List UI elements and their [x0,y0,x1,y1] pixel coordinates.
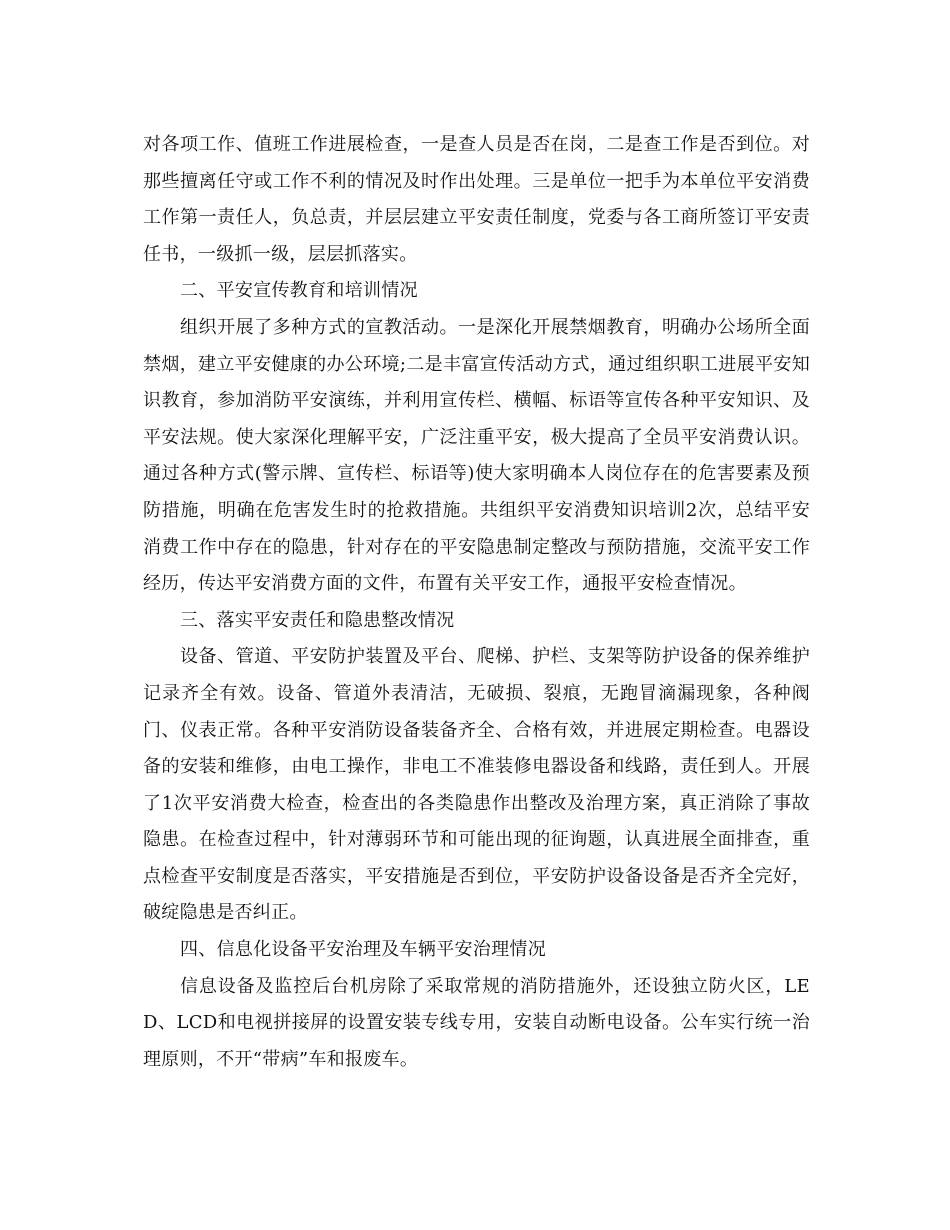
paragraph-continuation: 对各项工作、值班工作进展检查，一是查人员是否在岗，二是查工作是否到位。对那些擅离任守或工作不利的情况及时作出处理。三是单位一把手为本单位平安消费工作第一责任人，负总责，并层层建立平安责任制度，党委与各工商所签订平安责任书，一级抓一级，层层抓落实。 [143,134,810,265]
section-heading-2: 二、平安宣传教育和培训情况 [180,280,418,302]
paragraph-hazard-rectification: 设备、管道、平安防护装置及平台、爬梯、护栏、支架等防护设备的保养维护记录齐全有效。设备、管道外表清洁，无破损、裂痕，无跑冒滴漏现象，各种阀门、仪表正常。各种平安消防设备装备齐全、合格有效，并进展定期检查。电器设备的安装和维修，由电工操作，非电工不准装修电器设备和线路，责任到人。开展了1次平安消费大检查，检查出的各类隐患作出整改及治理方案，真正消除了事故隐患。在检查过程中，针对薄弱环节和可能出现的征询题，认真进展全面排查，重点检查平安制度是否落实，平安措施是否到位，平安防护设备设备是否齐全完好，破绽隐患是否纠正。 [143,646,810,924]
section-heading-4: 四、信息化设备平安治理及车辆平安治理情况 [180,939,546,961]
paragraph-it-vehicle-safety: 信息设备及监控后台机房除了采取常规的消防措施外，还设独立防火区，LED、LCD和电视拼接屏的设置安装专线专用，安装自动断电设备。公车实行统一治理原则，不开“带病”车和报废车。 [143,975,810,1070]
document-body [143,127,810,1078]
paragraph-publicity-training: 组织开展了多种方式的宣教活动。一是深化开展禁烟教育，明确办公场所全面禁烟，建立平安健康的办公环境;二是丰富宣传活动方式，通过组织职工进展平安知识教育，参加消防平安演练，并利用宣传栏、横幅、标语等宣传各种平安知识、及平安法规。使大家深化理解平安，广泛注重平安，极大提高了全员平安消费认识。通过各种方式(警示牌、宣传栏、标语等)使大家明确本人岗位存在的危害要素及预防措施，明确在危害发生时的抢救措施。共组织平安消费知识培训2次，总结平安消费工作中存在的隐患，针对存在的平安隐患制定整改与预防措施，交流平安工作经历，传达平安消费方面的文件，布置有关平安工作，通报平安检查情况。 [143,316,810,595]
section-heading-3: 三、落实平安责任和隐患整改情况 [180,609,455,631]
